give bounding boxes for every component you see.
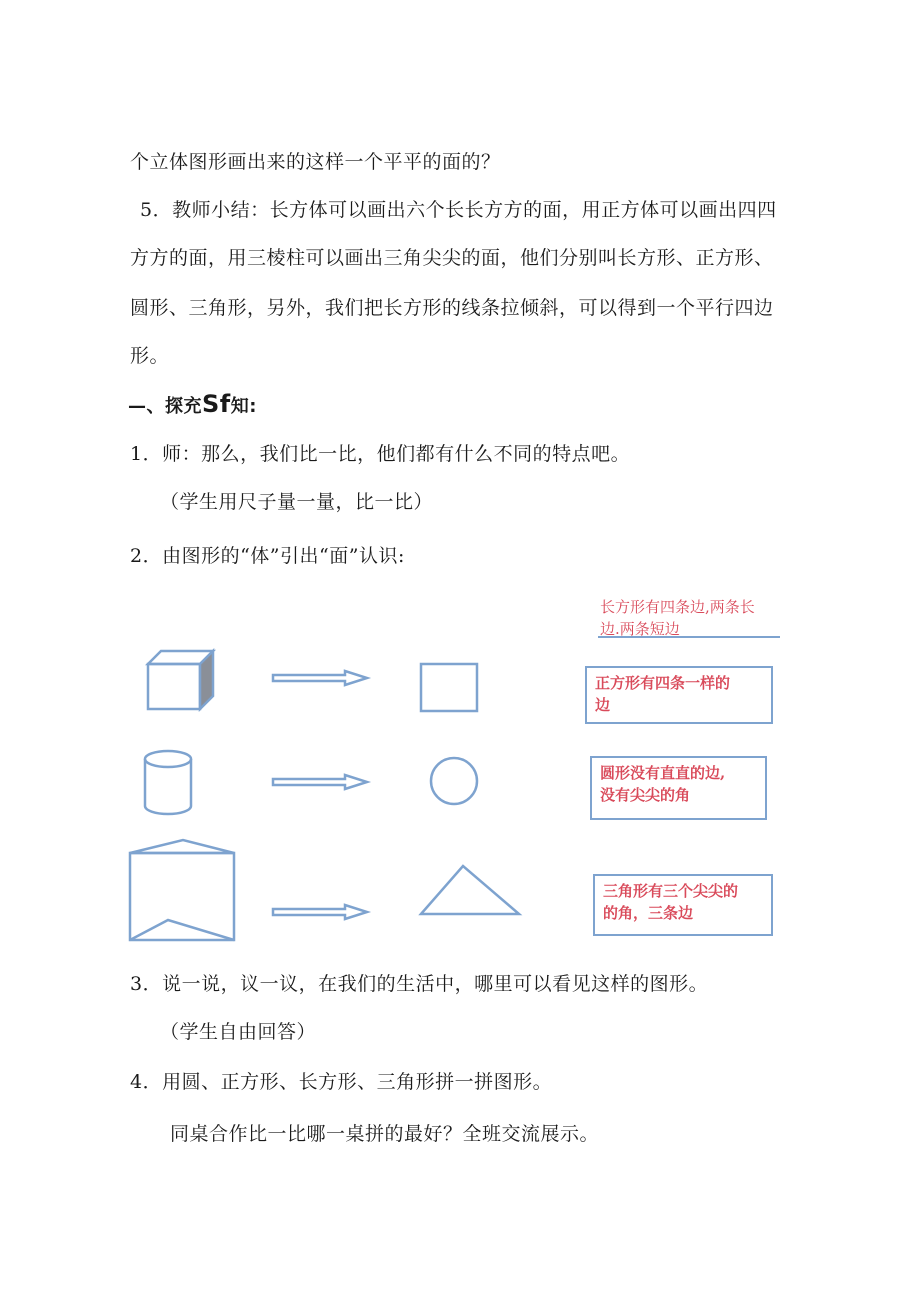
square-note	[585, 666, 773, 724]
section-title-part: 探充	[165, 396, 202, 417]
circle-note	[590, 756, 767, 820]
arrow-right-icon	[273, 905, 367, 919]
cylinder-icon	[145, 751, 191, 814]
section-title-part: Sf	[202, 390, 231, 418]
triangle-shape	[421, 866, 519, 914]
paragraph-line: 圆形、三角形，另外，我们把长方形的线条拉倾斜，可以得到一个平行四边	[130, 297, 774, 319]
triangle-note	[593, 874, 773, 936]
paragraph-line: 方方的面，用三棱柱可以画出三角尖尖的面，他们分别叫长方形、正方形、	[130, 247, 774, 269]
step-3-note: （学生自由回答）	[160, 1021, 317, 1043]
step-2: 2．由图形的“体”引出“面”认识:	[130, 545, 405, 567]
note-line: 的角，三条边	[603, 904, 694, 922]
circle-shape	[431, 758, 477, 804]
triangular-prism-icon	[130, 840, 234, 940]
square-shape	[421, 664, 477, 711]
cube-icon	[148, 651, 213, 709]
arrow-right-icon	[273, 671, 367, 685]
note-line: 正方形有四条一样的	[595, 674, 731, 692]
step-3: 3．说一说，议一议，在我们的生活中，哪里可以看见这样的图形。	[130, 973, 709, 995]
note-line: 边	[595, 696, 611, 714]
note-line: 圆形没有直直的边,	[600, 764, 726, 782]
note-line: 边.两条短边	[600, 620, 680, 638]
section-dash: —、	[128, 396, 165, 417]
step-4-note: 同桌合作比一比哪一桌拼的最好？全班交流展示。	[170, 1123, 600, 1145]
paragraph-line: 5．教师小结：长方体可以画出六个长长方方的面，用正方体可以画出四四	[140, 199, 777, 221]
section-title-part: 知:	[230, 396, 257, 417]
paragraph-line: 形。	[130, 345, 170, 367]
rectangle-note	[600, 596, 755, 640]
arrow-right-icon	[273, 775, 367, 789]
step-1: 1．师：那么，我们比一比，他们都有什么不同的特点吧。	[130, 443, 631, 465]
note-line: 三角形有三个尖尖的	[603, 882, 739, 900]
step-4: 4．用圆、正方形、长方形、三角形拼一拼图形。	[130, 1071, 553, 1093]
note-line: 没有尖尖的角	[600, 786, 691, 804]
note-line: 长方形有四条边,两条长	[600, 598, 755, 616]
paragraph-line: 个立体图形画出来的这样一个平平的面的？	[130, 151, 501, 173]
step-1-note: （学生用尺子量一量，比一比）	[160, 491, 434, 513]
